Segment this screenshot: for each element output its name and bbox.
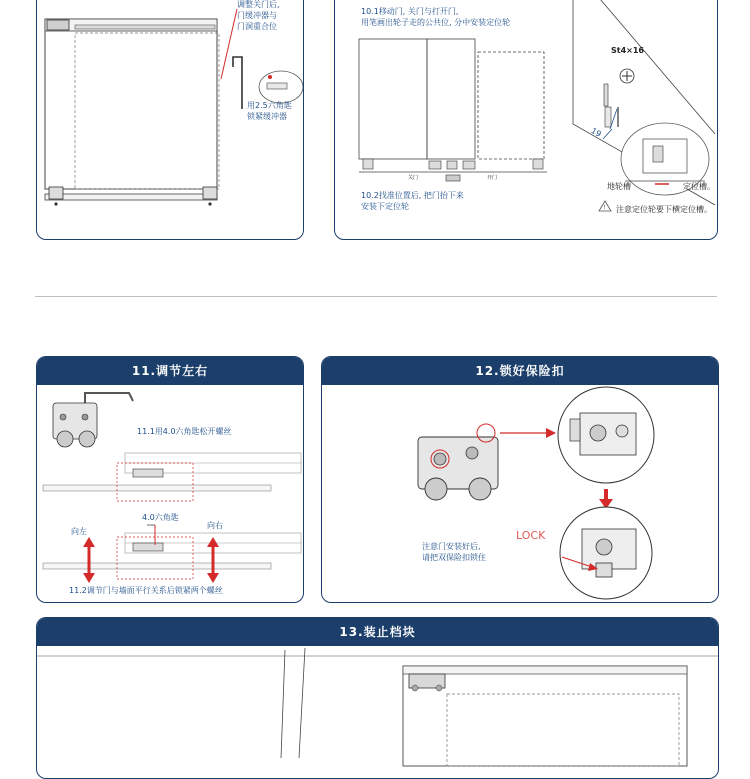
label-move-left: 向左 <box>71 527 87 536</box>
adjust-drawing <box>37 357 303 602</box>
svg-text:!: ! <box>603 204 606 211</box>
note-hex-key: 用2.5六角匙 锁紧缓冲器 <box>247 101 292 121</box>
section-divider <box>35 296 717 297</box>
step-11-2: 11.2调节门与墙面平行关系后锁紧两个螺丝 <box>69 586 223 595</box>
label-locator-slot: 定位槽。 <box>683 182 715 191</box>
note-step-10-2: 10.2找准位置后, 把门抬下来 安装下定位轮 <box>361 191 464 211</box>
label-ground-slot: 地轮槽 <box>607 182 631 191</box>
panel-lock-safety-clip <box>321 356 719 603</box>
label-hex-key-4: 4.0六角匙 <box>142 513 179 522</box>
label-screw-size: St4×16 <box>611 46 644 55</box>
panel-door-buffer <box>36 0 304 240</box>
step-11-1: 11.1用4.0六角匙松开螺丝 <box>137 427 232 436</box>
label-lock: LOCK <box>516 529 546 542</box>
label-move-right: 向右 <box>207 521 223 530</box>
label-screw-length: 19 <box>589 126 603 139</box>
label-open-door: 开门 <box>487 175 498 181</box>
panel-adjust-left-right <box>36 356 304 603</box>
section-11-title: 11.调节左右 <box>37 357 303 385</box>
section-12-title: 12.锁好保险扣 <box>322 357 718 385</box>
section-13-title: 13.装止档块 <box>37 618 718 646</box>
warning-locator-wheel: 注意定位轮要下横定位槽。 <box>616 205 712 214</box>
note-step-10-1: 10.1移动门, 关门与打开门, 用笔画出轮子走的公共位, 分中安装定位轮 <box>361 7 511 27</box>
label-close-door: 关门 <box>408 175 419 181</box>
note-lock-clips: 注意门安装好后, 请把双保险扣锁住 <box>422 542 486 562</box>
note-adjust-buffer: 调整关门后, 门缓冲器与 门洞重合位 <box>237 0 280 31</box>
lock-drawing <box>322 357 718 602</box>
stop-block-drawing <box>37 618 718 778</box>
panel-locator-wheel <box>334 0 718 240</box>
